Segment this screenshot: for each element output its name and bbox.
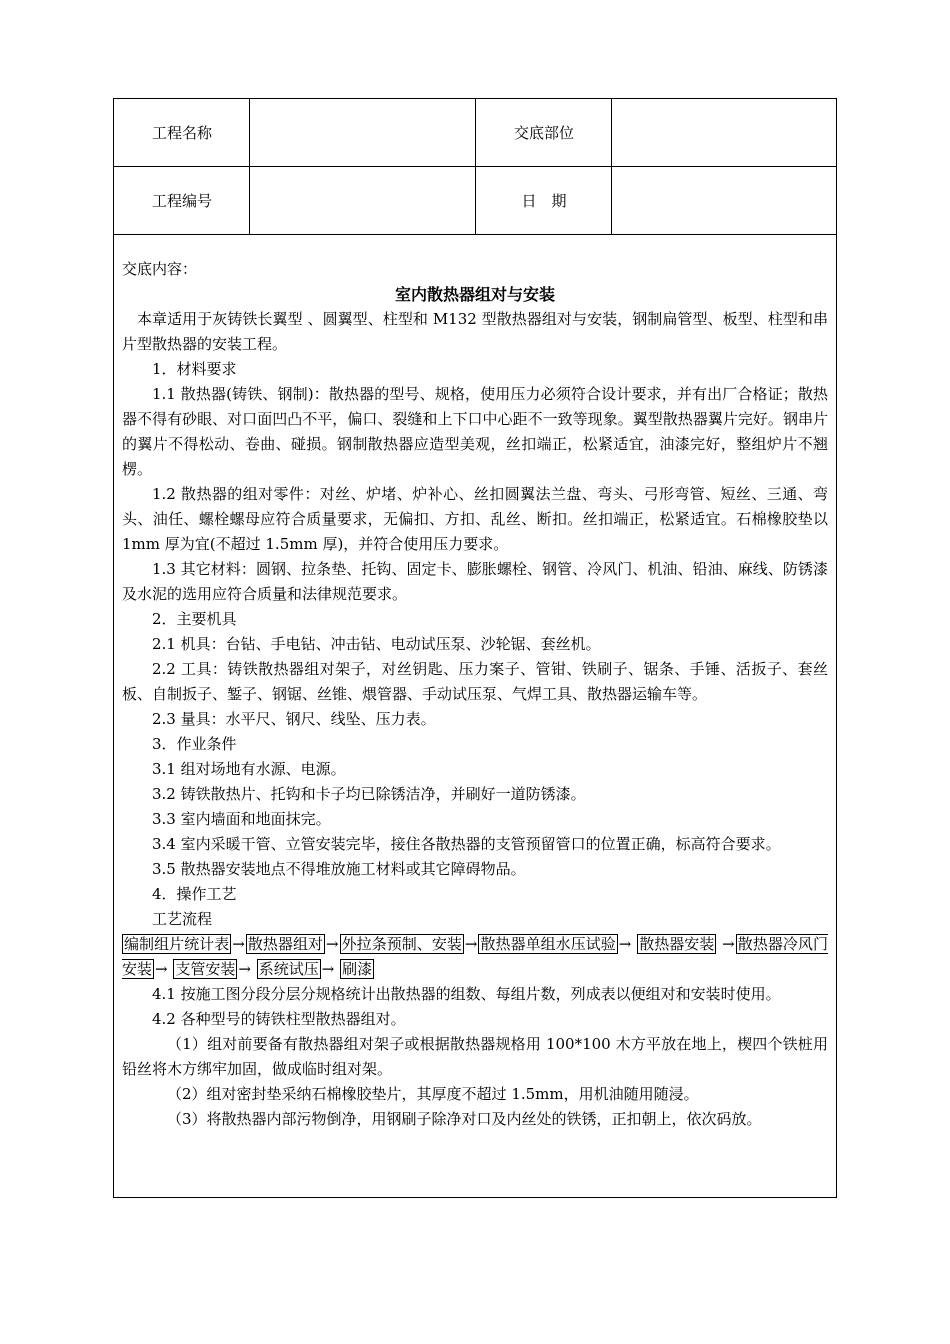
flow-step: 散热器单组水压试验 [480,935,616,953]
flow-step: 编制组片统计表 [124,935,230,953]
arrow-icon: → [464,935,478,953]
flow-step: 散热器安装 [639,935,715,953]
paragraph: （3）将散热器内部污物倒净，用钢刷子除净对口及内丝处的铁锈，正扣朝上，依次码放。 [167,1110,762,1128]
section-heading: 3．作业条件 [152,735,237,753]
disclosure-form [113,98,837,1198]
paragraph: 3.2 铸铁散热片、托钩和卡子均已除锈洁净，并刷好一道防锈漆。 [152,785,586,803]
header-divider [249,99,250,235]
project-name-label: 工程名称 [151,124,212,142]
header-divider [611,99,612,235]
arrow-icon: → [321,960,335,978]
project-no-label: 工程编号 [151,192,212,210]
flow-step: 支管安装 [175,960,236,978]
disclosure-content [114,235,836,1132]
paragraph: 4.2 各种型号的铸铁柱型散热器组对。 [152,1010,406,1028]
process-flow [122,932,828,982]
flow-step: 刷漆 [342,960,373,978]
paragraph: （1）组对前要备有散热器组对架子或根据散热器规格用 100*100 木方平放在地上，楔四个铁桩用铅丝将木方绑牢加固，做成临时组对架。 [122,1035,828,1078]
section-heading: 4．操作工艺 [152,885,237,903]
paragraph: 1.1 散热器(铸铁、钢制)：散热器的型号、规格，使用压力必须符合设计要求，并有出厂合格证；散热器不得有砂眼、对口面凹凸不平，偏口、裂缝和上下口中心距不一致等现象。翼型散热器翼片完好。钢串片的翼片不得松动、卷曲、碰损。钢制散热器应造型美观，丝扣端正，松紧适宜，油漆完好，整组炉片不翘楞。 [122,385,828,478]
project-name-value[interactable] [250,99,476,166]
section-heading: 1．材料要求 [152,360,237,378]
arrow-icon: → [618,935,632,953]
paragraph: 2.1 机具：台钻、手电钻、冲击钻、电动试压泵、沙轮锯、套丝机。 [152,635,601,653]
intro-label: 交底内容： [122,260,198,278]
paragraph: 3.3 室内墙面和地面抹完。 [152,810,331,828]
flow-step: 系统试压 [258,960,319,978]
paragraph: 3.1 组对场地有水源、电源。 [152,760,346,778]
arrow-icon: → [155,960,168,978]
flow-step: 散热器组对 [247,935,324,953]
date-value[interactable] [612,167,836,234]
section-heading: 2．主要机具 [152,610,237,628]
arrow-icon: → [232,935,245,953]
project-no-value[interactable] [250,167,476,234]
flow-heading: 工艺流程 [152,910,213,928]
paragraph: 2.3 量具：水平尺、钢尺、线坠、压力表。 [152,710,436,728]
arrow-icon: → [326,935,339,953]
location-value[interactable] [612,99,836,166]
paragraph: 3.5 散热器安装地点不得堆放施工材料或其它障碍物品。 [152,860,526,878]
paragraph: 1.2 散热器的组对零件：对丝、炉堵、炉补心、丝扣圆翼法兰盘、弯头、弓形弯管、短丝、三通、弯头、油任、螺栓螺母应符合质量要求，无偏扣、方扣、乱丝、断扣。丝扣端正，松紧适宜。石棉橡胶垫以 1mm 厚为宜(不超过 1.5mm 厚)，并符合使用压力要求。 [122,485,828,553]
flow-step: 外拉条预制、安装 [341,935,462,953]
location-label: 交底部位 [513,124,574,142]
arrow-icon: → [722,935,735,953]
paragraph: 2.2 工具：铸铁散热器组对架子，对丝钥匙、压力案子、管钳、铁刷子、锯条、手锤、活扳子、套丝板、自制扳子、錾子、钢锯、丝锥、煨管器、手动试压泵、气焊工具、散热器运输车等。 [122,660,828,703]
header-divider [475,99,476,235]
paragraph: 本章适用于灰铸铁长翼型 、圆翼型、柱型和 M132 型散热器组对与安装，钢制扁管型、板型、柱型和串片型散热器的安装工程。 [122,310,828,353]
paragraph: 1.3 其它材料：圆钢、拉条垫、托钩、固定卡、膨胀螺栓、钢管、冷风门、机油、铅油、麻线、防锈漆及水泥的选用应符合质量和法律规范要求。 [122,560,828,603]
document-title: 室内散热器组对与安装 [394,285,555,304]
arrow-icon: → [238,960,251,978]
paragraph: （2）组对密封垫采纳石棉橡胶垫片，其厚度不超过 1.5mm，用机油随用随浸。 [167,1085,699,1103]
paragraph: 4.1 按施工图分段分层分规格统计出散热器的组数、每组片数，列成表以便组对和安装时使用。 [152,985,781,1003]
flow-step: 散热器冷风门安装 [122,935,828,978]
date-label: 日 期 [521,192,567,210]
paragraph: 3.4 室内采暖干管、立管安装完毕，接住各散热器的支管预留管口的位置正确，标高符合要求。 [152,835,781,853]
